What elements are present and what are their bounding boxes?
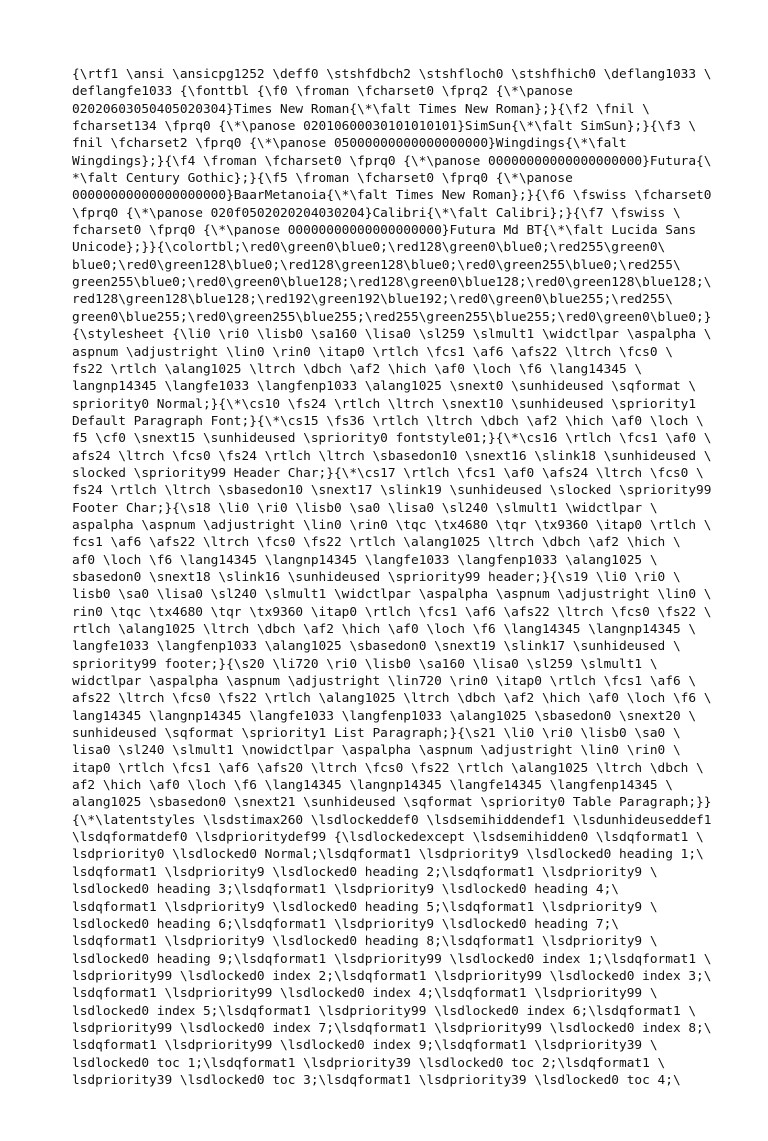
text-line: alang1025 \sbasedon0 \snext21 \sunhideused \sqformat \spriority0 Table Paragraph;}} [72,795,712,811]
text-line: rtlch \alang1025 \ltrch \dbch \af2 \hich \af0 \loch \f6 \lang14345 \langnp14345 \ [72,622,697,637]
text-line: Default Paragraph Font;}{\*\cs15 \fs36 \rtlch \ltrch \dbch \af2 \hich \af0 \loch \ [72,413,704,429]
text-line: lsdqformat1 \lsdpriority9 \lsdlocked0 heading 8;\lsdqformat1 \lsdpriority9 \ [72,934,658,950]
text-line: fs22 \rtlch \alang1025 \ltrch \dbch \af2 \hich \af0 \loch \f6 \lang14345 \ [72,361,643,377]
text-line: sunhideused \sqformat \spriority1 List Paragraph;}{\s21 \li0 \ri0 \lisb0 \sa0 \ [72,726,681,742]
text-line: f5 \cf0 \snext15 \sunhideused \spriority0 fontstyle01;}{\*\cs16 \rtlch \fcs1 \af0 \ [72,431,712,447]
text-line: 02020603050405020304}Times New Roman{\*\falt Times New Roman};}{\f2 \fnil \ [72,101,650,117]
text-line: red128\green128\blue128;\red192\green192\blue192;\red0\green0\blue255;\red255\ [72,292,673,308]
text-line: fnil \fcharset2 \fprq0 {\*\panose 05000000000000000000}Wingdings{\*\falt [72,136,627,152]
text-line: rin0 \tqc \tx4680 \tqr \tx9360 \itap0 \rtlch \fcs1 \af6 \afs22 \ltrch \fcs0 \fs22 \ [72,604,712,620]
text-line: blue0;\red0\green128\blue0;\red128\green128\blue0;\red0\green255\blue0;\red255\ [72,257,681,273]
text-line: lsdqformat1 \lsdpriority9 \lsdlocked0 heading 5;\lsdqformat1 \lsdpriority9 \ [72,899,658,915]
text-line: lsdpriority99 \lsdlocked0 index 2;\lsdqformat1 \lsdpriority99 \lsdlocked0 index 3;\ [72,968,712,984]
text-line: af0 \loch \f6 \lang14345 \langnp14345 \langfe1033 \langfenp1033 \alang1025 \ [72,552,658,568]
text-line: lsdlocked0 heading 6;\lsdqformat1 \lsdpriority9 \lsdlocked0 heading 7;\ [72,916,620,932]
text-line: lsdlocked0 toc 1;\lsdqformat1 \lsdpriority39 \lsdlocked0 toc 2;\lsdqformat1 \ [72,1055,666,1071]
rtf-source-text [72,66,712,1141]
text-line: slocked \spriority99 Header Char;}{\*\cs17 \rtlch \fcs1 \af0 \afs24 \ltrch \fcs0 \ [72,465,704,481]
text-line: lang14345 \langnp14345 \langfe1033 \langfenp1033 \alang1025 \sbasedon0 \snext20 \ [72,708,697,724]
text-line: lisa0 \sl240 \slmult1 \nowidctlpar \aspalpha \aspnum \adjustright \lin0 \rin0 \ [72,743,681,759]
text-line: 00000000000000000000}BaarMetanoia{\*\falt Times New Roman};}{\f6 \fswiss \fcharset0 [72,188,712,204]
text-line: lsdpriority39 \lsdlocked0 toc 3;\lsdqformat1 \lsdpriority39 \lsdlocked0 toc 4;\ [72,1072,681,1088]
text-line: fs24 \rtlch \ltrch \sbasedon10 \snext17 \slink19 \sunhideused \slocked \spriority99 [72,483,712,499]
text-line: deflangfe1033 {\fonttbl {\f0 \froman \fcharset0 \fprq2 {\*\panose [72,84,573,100]
text-line: afs24 \ltrch \fcs0 \fs24 \rtlch \ltrch \sbasedon10 \snext16 \slink18 \sunhideused \ [72,448,712,464]
text-line: fcharset0 \fprq0 {\*\panose 00000000000000000000}Futura Md BT{\*\falt Lucida Sans [72,223,697,239]
text-line: af2 \hich \af0 \loch \f6 \lang14345 \langnp14345 \langfe14345 \langfenp14345 \ [72,778,673,794]
text-line: lsdqformat1 \lsdpriority99 \lsdlocked0 index 4;\lsdqformat1 \lsdpriority99 \ [72,986,658,1002]
text-line: lsdqformat1 \lsdpriority99 \lsdlocked0 index 9;\lsdqformat1 \lsdpriority39 \ [72,1038,658,1054]
text-line: Footer Char;}{\s18 \li0 \ri0 \lisb0 \sa0 \lisa0 \sl240 \slmult1 \widctlpar \ [72,500,658,516]
text-line: lsdlocked0 heading 9;\lsdqformat1 \lsdpriority99 \lsdlocked0 index 1;\lsdqformat1 \ [72,951,712,967]
text-line: lsdlocked0 index 5;\lsdqformat1 \lsdpriority99 \lsdlocked0 index 6;\lsdqformat1 \ [72,1003,697,1019]
text-line: \fprq0 {\*\panose 020f0502020204030204}Calibri{\*\falt Calibri};}{\f7 \fswiss \ [72,205,681,221]
text-line: langfe1033 \langfenp1033 \alang1025 \sbasedon0 \snext19 \slink17 \sunhideused \ [72,639,681,655]
text-line: Unicode};}}{\colortbl;\red0\green0\blue0;\red128\green0\blue0;\red255\green0\ [72,240,666,256]
text-line: lsdlocked0 heading 3;\lsdqformat1 \lsdpriority9 \lsdlocked0 heading 4;\ [72,882,620,898]
text-line: itap0 \rtlch \fcs1 \af6 \afs20 \ltrch \fcs0 \fs22 \rtlch \alang1025 \ltrch \dbch \ [72,760,704,776]
text-line: {\rtf1 \ansi \ansicpg1252 \deff0 \stshfdbch2 \stshfloch0 \stshfhich0 \deflang1033 \ [72,67,712,82]
text-line: {\*\latentstyles \lsdstimax260 \lsdlockeddef0 \lsdsemihiddendef1 \lsdunhideuseddef1 [72,812,712,828]
text-line: {\stylesheet {\li0 \ri0 \lisb0 \sa160 \lisa0 \sl259 \slmult1 \widctlpar \aspalpha \ [72,327,712,343]
text-line: lsdqformat1 \lsdpriority9 \lsdlocked0 heading 2;\lsdqformat1 \lsdpriority9 \ [72,864,658,880]
text-line: Wingdings};}{\f4 \froman \fcharset0 \fprq0 {\*\panose 00000000000000000000}Futura{\ [72,153,712,169]
text-line: aspalpha \aspnum \adjustright \lin0 \rin0 \tqc \tx4680 \tqr \tx9360 \itap0 \rtlch \ [72,517,712,533]
text-line: lsdpriority0 \lsdlocked0 Normal;\lsdqformat1 \lsdpriority9 \lsdlocked0 heading 1;\ [72,847,704,863]
text-line [72,1107,712,1124]
text-line: sbasedon0 \snext18 \slink16 \sunhideused \spriority99 header;}{\s19 \li0 \ri0 \ [72,569,681,585]
text-line: \lsdqformatdef0 \lsdprioritydef99 {\lsdlockedexcept \lsdsemihidden0 \lsdqformat1 \ [72,830,704,846]
text-line [72,1089,712,1106]
text-line: langnp14345 \langfe1033 \langfenp1033 \alang1025 \snext0 \sunhideused \sqformat \ [72,379,697,395]
text-line: afs22 \ltrch \fcs0 \fs22 \rtlch \alang1025 \ltrch \dbch \af2 \hich \af0 \loch \f6 \ [72,691,712,707]
text-line: fcs1 \af6 \afs22 \ltrch \fcs0 \fs22 \rtlch \alang1025 \ltrch \dbch \af2 \hich \ [72,535,681,551]
text-line: spriority0 Normal;}{\*\cs10 \fs24 \rtlch \ltrch \snext10 \sunhideused \spriority1 [72,396,697,412]
text-line: green255\blue0;\red0\green0\blue128;\red128\green0\blue128;\red0\green128\blue128;\ [72,275,712,291]
text-line: widctlpar \aspalpha \aspnum \adjustright \lin720 \rin0 \itap0 \rtlch \fcs1 \af6 \ [72,674,697,690]
text-line: lsdpriority99 \lsdlocked0 index 7;\lsdqformat1 \lsdpriority99 \lsdlocked0 index 8;\ [72,1020,712,1036]
text-line: fcharset134 \fprq0 {\*\panose 02010600030101010101}SimSun{\*\falt SimSun};}{\f3 \ [72,119,697,135]
text-line: lisb0 \sa0 \lisa0 \sl240 \slmult1 \widctlpar \aspalpha \aspnum \adjustright \lin0 \ [72,587,712,603]
text-line: *\falt Century Gothic};}{\f5 \froman \fcharset0 \fprq0 {\*\panose [72,171,573,187]
text-line: spriority99 footer;}{\s20 \li720 \ri0 \lisb0 \sa160 \lisa0 \sl259 \slmult1 \ [72,656,658,672]
text-line [72,1124,712,1141]
text-line: green0\blue255;\red0\green255\blue255;\red255\green255\blue255;\red0\green0\blue0;} [72,309,712,325]
text-line: aspnum \adjustright \lin0 \rin0 \itap0 \rtlch \fcs1 \af6 \afs22 \ltrch \fcs0 \ [72,344,673,360]
